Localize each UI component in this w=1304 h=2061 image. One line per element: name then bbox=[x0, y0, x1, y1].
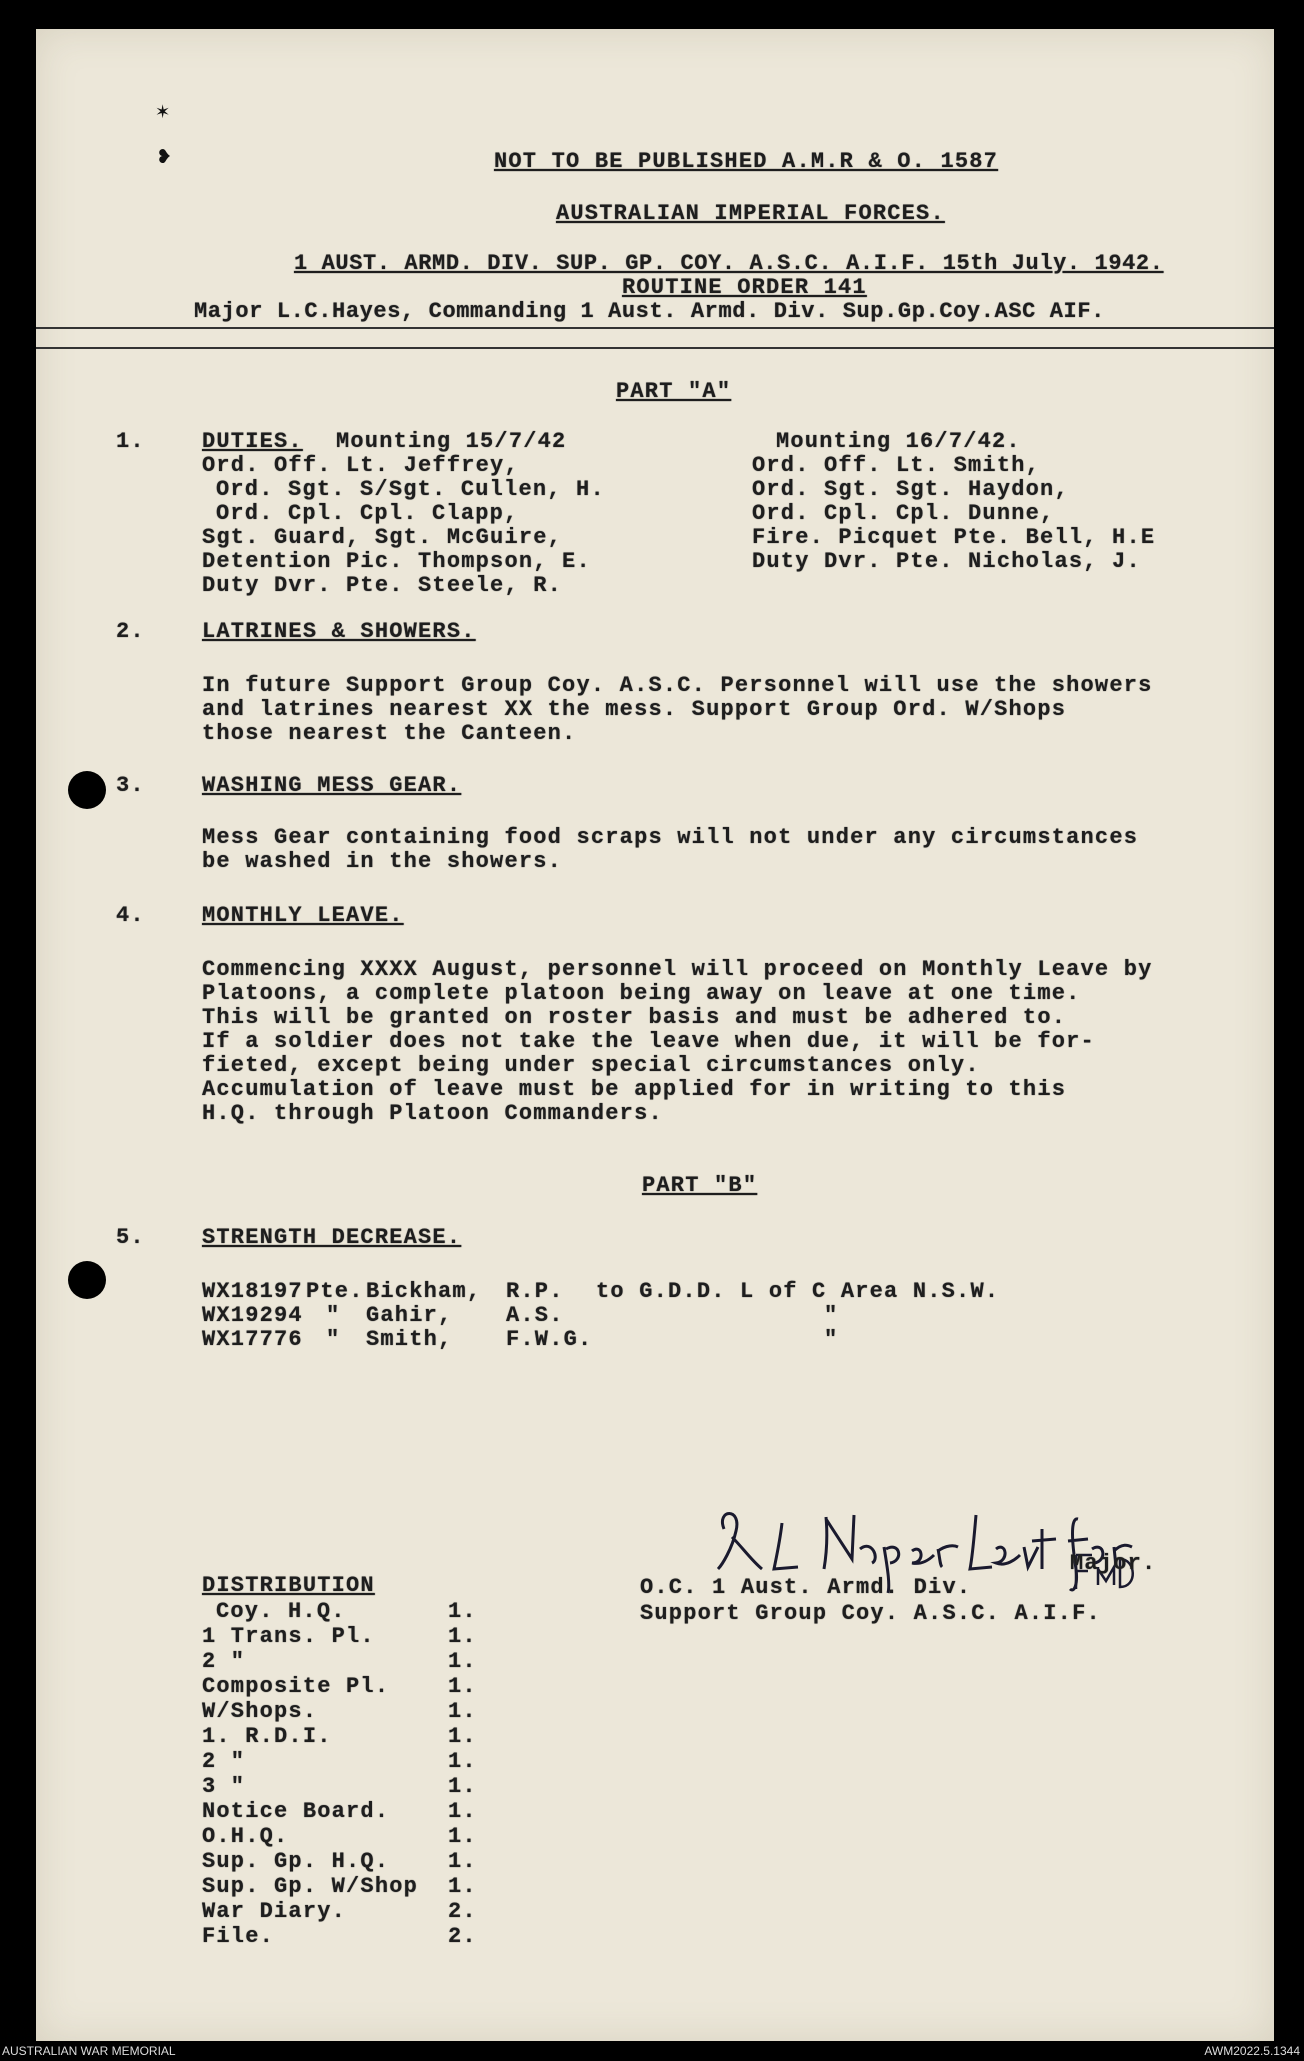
distribution-recipient: Composite Pl. bbox=[202, 1674, 390, 1699]
staple-mark: ✶ bbox=[156, 100, 170, 125]
duties-right-2: Ord. Sgt. Sgt. Haydon, bbox=[752, 477, 1069, 502]
item-number: 5. bbox=[116, 1225, 145, 1250]
duties-left-5: Detention Pic. Thompson, E. bbox=[202, 549, 591, 574]
part-a-heading: PART "A" bbox=[616, 379, 732, 404]
header-line-4: ROUTINE ORDER 141 bbox=[622, 275, 867, 300]
duties-title: DUTIES. bbox=[202, 429, 303, 454]
strength-row-init: F.W.G. bbox=[506, 1327, 593, 1352]
distribution-count: 1. bbox=[448, 1774, 477, 1799]
item-number: 3. bbox=[116, 773, 145, 798]
duties-left-0: Mounting 15/7/42 bbox=[336, 429, 567, 454]
latrines-title: LATRINES & SHOWERS. bbox=[202, 619, 476, 644]
distribution-recipient: 1 Trans. Pl. bbox=[202, 1624, 375, 1649]
signature-line-2: Support Group Coy. A.S.C. A.I.F. bbox=[640, 1601, 1101, 1626]
duties-left-6: Duty Dvr. Pte. Steele, R. bbox=[202, 573, 563, 598]
strength-row-rank: Pte. bbox=[306, 1279, 364, 1304]
distribution-count: 2. bbox=[448, 1899, 477, 1924]
distribution-count: 1. bbox=[448, 1699, 477, 1724]
leave-line-0: Commencing XXXX August, personnel will proceed on Monthly Leave by bbox=[202, 957, 1153, 982]
washing-line-0: Mess Gear containing food scraps will not under any circumstances bbox=[202, 825, 1139, 850]
strength-row-name: Smith, bbox=[366, 1327, 453, 1352]
distribution-recipient: 1. R.D.I. bbox=[202, 1724, 332, 1749]
duties-right-5: Duty Dvr. Pte. Nicholas, J. bbox=[752, 549, 1141, 574]
header-rule bbox=[36, 327, 1274, 329]
punch-hole bbox=[68, 1261, 106, 1299]
distribution-count: 1. bbox=[448, 1649, 477, 1674]
duties-right-1: Ord. Off. Lt. Smith, bbox=[752, 453, 1041, 478]
distribution-recipient: File. bbox=[202, 1924, 275, 1949]
strength-row-no: WX19294 bbox=[202, 1303, 303, 1328]
distribution-recipient: 2 " bbox=[202, 1649, 246, 1674]
distribution-count: 1. bbox=[448, 1674, 477, 1699]
leave-line-3: If a soldier does not take the leave when due, it will be for- bbox=[202, 1029, 1095, 1054]
strength-title: STRENGTH DECREASE. bbox=[202, 1225, 462, 1250]
distribution-title: DISTRIBUTION bbox=[202, 1573, 375, 1598]
leave-line-5: Accumulation of leave must be applied for in writing to this bbox=[202, 1077, 1067, 1102]
header-line-5: Major L.C.Hayes, Commanding 1 Aust. Armd. Div. Sup.Gp.Coy.ASC AIF. bbox=[194, 299, 1105, 324]
distribution-count: 1. bbox=[448, 1724, 477, 1749]
distribution-count: 1. bbox=[448, 1824, 477, 1849]
duties-left-3: Ord. Cpl. Cpl. Clapp, bbox=[216, 501, 519, 526]
signature-rank: Major. bbox=[1070, 1551, 1157, 1576]
leave-line-1: Platoons, a complete platoon being away on leave at one time. bbox=[202, 981, 1081, 1006]
leave-title: MONTHLY LEAVE. bbox=[202, 903, 404, 928]
footer-left: AUSTRALIAN WAR MEMORIAL bbox=[2, 2044, 176, 2058]
item-number: 1. bbox=[116, 429, 145, 454]
header-line-1: NOT TO BE PUBLISHED A.M.R & O. 1587 bbox=[494, 149, 999, 174]
strength-row-no: WX18197 bbox=[202, 1279, 303, 1304]
item-number: 4. bbox=[116, 903, 145, 928]
leave-line-2: This will be granted on roster basis and must be adhered to. bbox=[202, 1005, 1067, 1030]
washing-line-1: be washed in the showers. bbox=[202, 849, 563, 874]
strength-row-no: WX17776 bbox=[202, 1327, 303, 1352]
document-page bbox=[36, 29, 1274, 2041]
distribution-recipient: Notice Board. bbox=[202, 1799, 390, 1824]
staple-mark: ❥ bbox=[158, 145, 172, 170]
distribution-count: 1. bbox=[448, 1749, 477, 1774]
strength-row-name: Gahir, bbox=[366, 1303, 453, 1328]
distribution-recipient: O.H.Q. bbox=[202, 1824, 289, 1849]
distribution-recipient: Sup. Gp. W/Shop bbox=[202, 1874, 419, 1899]
duties-right-3: Ord. Cpl. Cpl. Dunne, bbox=[752, 501, 1055, 526]
footer-right: AWM2022.5.1344 bbox=[1204, 2044, 1300, 2058]
latrines-line-1: and latrines nearest XX the mess. Support Group Ord. W/Shops bbox=[202, 697, 1067, 722]
duties-right-4: Fire. Picquet Pte. Bell, H.E bbox=[752, 525, 1156, 550]
distribution-recipient: 2 " bbox=[202, 1749, 246, 1774]
strength-row-init: R.P. bbox=[506, 1279, 564, 1304]
leave-line-4: fieted, except being under special circumstances only. bbox=[202, 1053, 980, 1078]
strength-row-rank: " bbox=[326, 1327, 341, 1352]
distribution-count: 1. bbox=[448, 1874, 477, 1899]
strength-row-dest: to G.D.D. L of C Area N.S.W. bbox=[596, 1279, 1000, 1304]
header-line-3: 1 AUST. ARMD. DIV. SUP. GP. COY. A.S.C. A.I.F. 15th July. 1942. bbox=[294, 251, 1164, 276]
duties-left-1: Ord. Off. Lt. Jeffrey, bbox=[202, 453, 519, 478]
distribution-recipient: 3 " bbox=[202, 1774, 246, 1799]
distribution-recipient: War Diary. bbox=[202, 1899, 347, 1924]
item-number: 2. bbox=[116, 619, 145, 644]
latrines-line-2: those nearest the Canteen. bbox=[202, 721, 577, 746]
strength-row-dest: " bbox=[824, 1327, 839, 1352]
duties-left-2: Ord. Sgt. S/Sgt. Cullen, H. bbox=[216, 477, 605, 502]
strength-row-dest: " bbox=[824, 1303, 839, 1328]
header-rule bbox=[36, 347, 1274, 349]
distribution-count: 1. bbox=[448, 1624, 477, 1649]
distribution-recipient: Sup. Gp. H.Q. bbox=[202, 1849, 390, 1874]
signature-line-1: O.C. 1 Aust. Armd. Div. bbox=[640, 1575, 972, 1600]
strength-row-rank: " bbox=[326, 1303, 341, 1328]
distribution-recipient: W/Shops. bbox=[202, 1699, 318, 1724]
washing-title: WASHING MESS GEAR. bbox=[202, 773, 462, 798]
latrines-line-0: In future Support Group Coy. A.S.C. Personnel will use the showers bbox=[202, 673, 1153, 698]
leave-line-6: H.Q. through Platoon Commanders. bbox=[202, 1101, 663, 1126]
distribution-count: 1. bbox=[448, 1599, 477, 1624]
distribution-count: 1. bbox=[448, 1849, 477, 1874]
distribution-count: 2. bbox=[448, 1924, 477, 1949]
distribution-recipient: Coy. H.Q. bbox=[216, 1599, 346, 1624]
part-b-heading: PART "B" bbox=[642, 1173, 758, 1198]
strength-row-init: A.S. bbox=[506, 1303, 564, 1328]
distribution-count: 1. bbox=[448, 1799, 477, 1824]
duties-right-0: Mounting 16/7/42. bbox=[776, 429, 1021, 454]
duties-left-4: Sgt. Guard, Sgt. McGuire, bbox=[202, 525, 563, 550]
header-line-2: AUSTRALIAN IMPERIAL FORCES. bbox=[556, 201, 945, 226]
punch-hole bbox=[68, 771, 106, 809]
strength-row-name: Bickham, bbox=[366, 1279, 482, 1304]
